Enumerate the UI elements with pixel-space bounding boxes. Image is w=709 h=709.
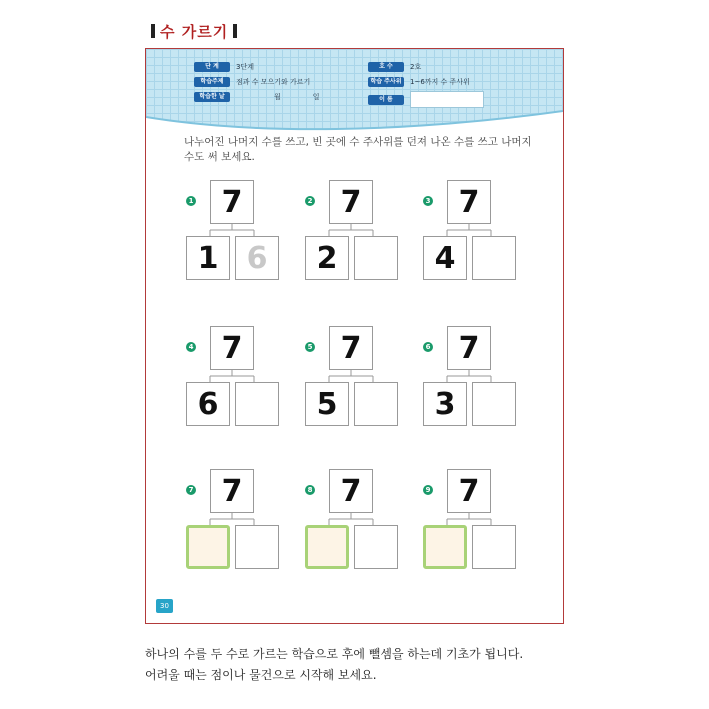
problem-number-badge: 9 (423, 485, 433, 495)
split-connector (443, 513, 495, 525)
issue-value: 2호 (410, 63, 422, 71)
part-left-box: 2 (305, 236, 349, 280)
part-right-box[interactable] (354, 525, 398, 569)
whole-number-box: 7 (447, 326, 491, 370)
worksheet-page (145, 48, 564, 624)
split-connector (443, 224, 495, 236)
problem-6 (423, 326, 563, 436)
topic-tag: 학습주제 (194, 77, 230, 87)
dice-row (368, 77, 470, 87)
section-title-text: 수 가르기 (160, 22, 229, 41)
split-connector (206, 370, 258, 382)
problem-number-badge: 2 (305, 196, 315, 206)
problem-number-badge: 8 (305, 485, 315, 495)
issue-tag: 호 수 (368, 62, 404, 72)
part-right-box[interactable] (472, 236, 516, 280)
part-right-box[interactable] (472, 525, 516, 569)
part-right-box[interactable] (235, 525, 279, 569)
problem-number-badge: 6 (423, 342, 433, 352)
section-title (146, 18, 242, 44)
caption-line-2: 어려울 때는 점이나 물건으로 시작해 보세요. (145, 668, 377, 682)
topic-row (194, 77, 310, 87)
split-connector (443, 370, 495, 382)
problem-number-badge: 5 (305, 342, 315, 352)
part-left-box: 6 (186, 382, 230, 426)
split-connector (206, 224, 258, 236)
whole-number-box: 7 (210, 469, 254, 513)
month-label: 월 (274, 93, 281, 101)
dice-number-box[interactable] (186, 525, 230, 569)
caption (145, 644, 615, 686)
part-right-box[interactable] (354, 382, 398, 426)
header-wave (146, 107, 563, 133)
date-row (194, 92, 320, 102)
instruction-text: 나누어진 나머지 수를 쓰고, 빈 곳에 수 주사위를 던져 나온 수를 쓰고 나머지 수도 써 보세요. (184, 136, 532, 163)
split-connector (325, 224, 377, 236)
whole-number-box: 7 (447, 469, 491, 513)
split-connector (325, 513, 377, 525)
problem-number-badge: 3 (423, 196, 433, 206)
title-bar-right (233, 24, 237, 38)
dice-number-box[interactable] (305, 525, 349, 569)
part-left-box: 3 (423, 382, 467, 426)
part-right-box[interactable] (235, 382, 279, 426)
whole-number-box: 7 (210, 180, 254, 224)
split-connector (325, 370, 377, 382)
stage-tag: 단 계 (194, 62, 230, 72)
part-left-box: 4 (423, 236, 467, 280)
name-field[interactable] (410, 91, 484, 108)
dice-value: 1~6까지 수 주사위 (410, 78, 470, 86)
split-connector (206, 513, 258, 525)
issue-row (368, 62, 421, 72)
whole-number-box: 7 (210, 326, 254, 370)
whole-number-box: 7 (329, 469, 373, 513)
whole-number-box: 7 (329, 326, 373, 370)
topic-value: 점과 수 모으기와 가르기 (236, 78, 311, 86)
page-number: 30 (156, 599, 173, 613)
worksheet-header (146, 49, 563, 129)
part-left-box: 1 (186, 236, 230, 280)
part-left-box: 5 (305, 382, 349, 426)
problem-9 (423, 469, 563, 579)
part-right-box[interactable] (472, 382, 516, 426)
caption-line-1: 하나의 수를 두 수로 가르는 학습으로 후에 뺄셈을 하는데 기초가 됩니다. (145, 647, 524, 661)
name-tag: 이 름 (368, 95, 404, 105)
stage-value: 3단계 (236, 63, 254, 71)
part-right-box[interactable]: 6 (235, 236, 279, 280)
problem-number-badge: 4 (186, 342, 196, 352)
name-row (368, 91, 484, 108)
problem-number-badge: 1 (186, 196, 196, 206)
title-bar-left (151, 24, 155, 38)
dice-tag: 학습 주사위 (368, 77, 404, 87)
whole-number-box: 7 (447, 180, 491, 224)
part-right-box[interactable] (354, 236, 398, 280)
problem-number-badge: 7 (186, 485, 196, 495)
day-label: 일 (312, 93, 320, 101)
whole-number-box: 7 (329, 180, 373, 224)
problem-3 (423, 180, 563, 290)
stage-row (194, 62, 254, 72)
date-tag: 학습한 날 (194, 92, 230, 102)
dice-number-box[interactable] (423, 525, 467, 569)
